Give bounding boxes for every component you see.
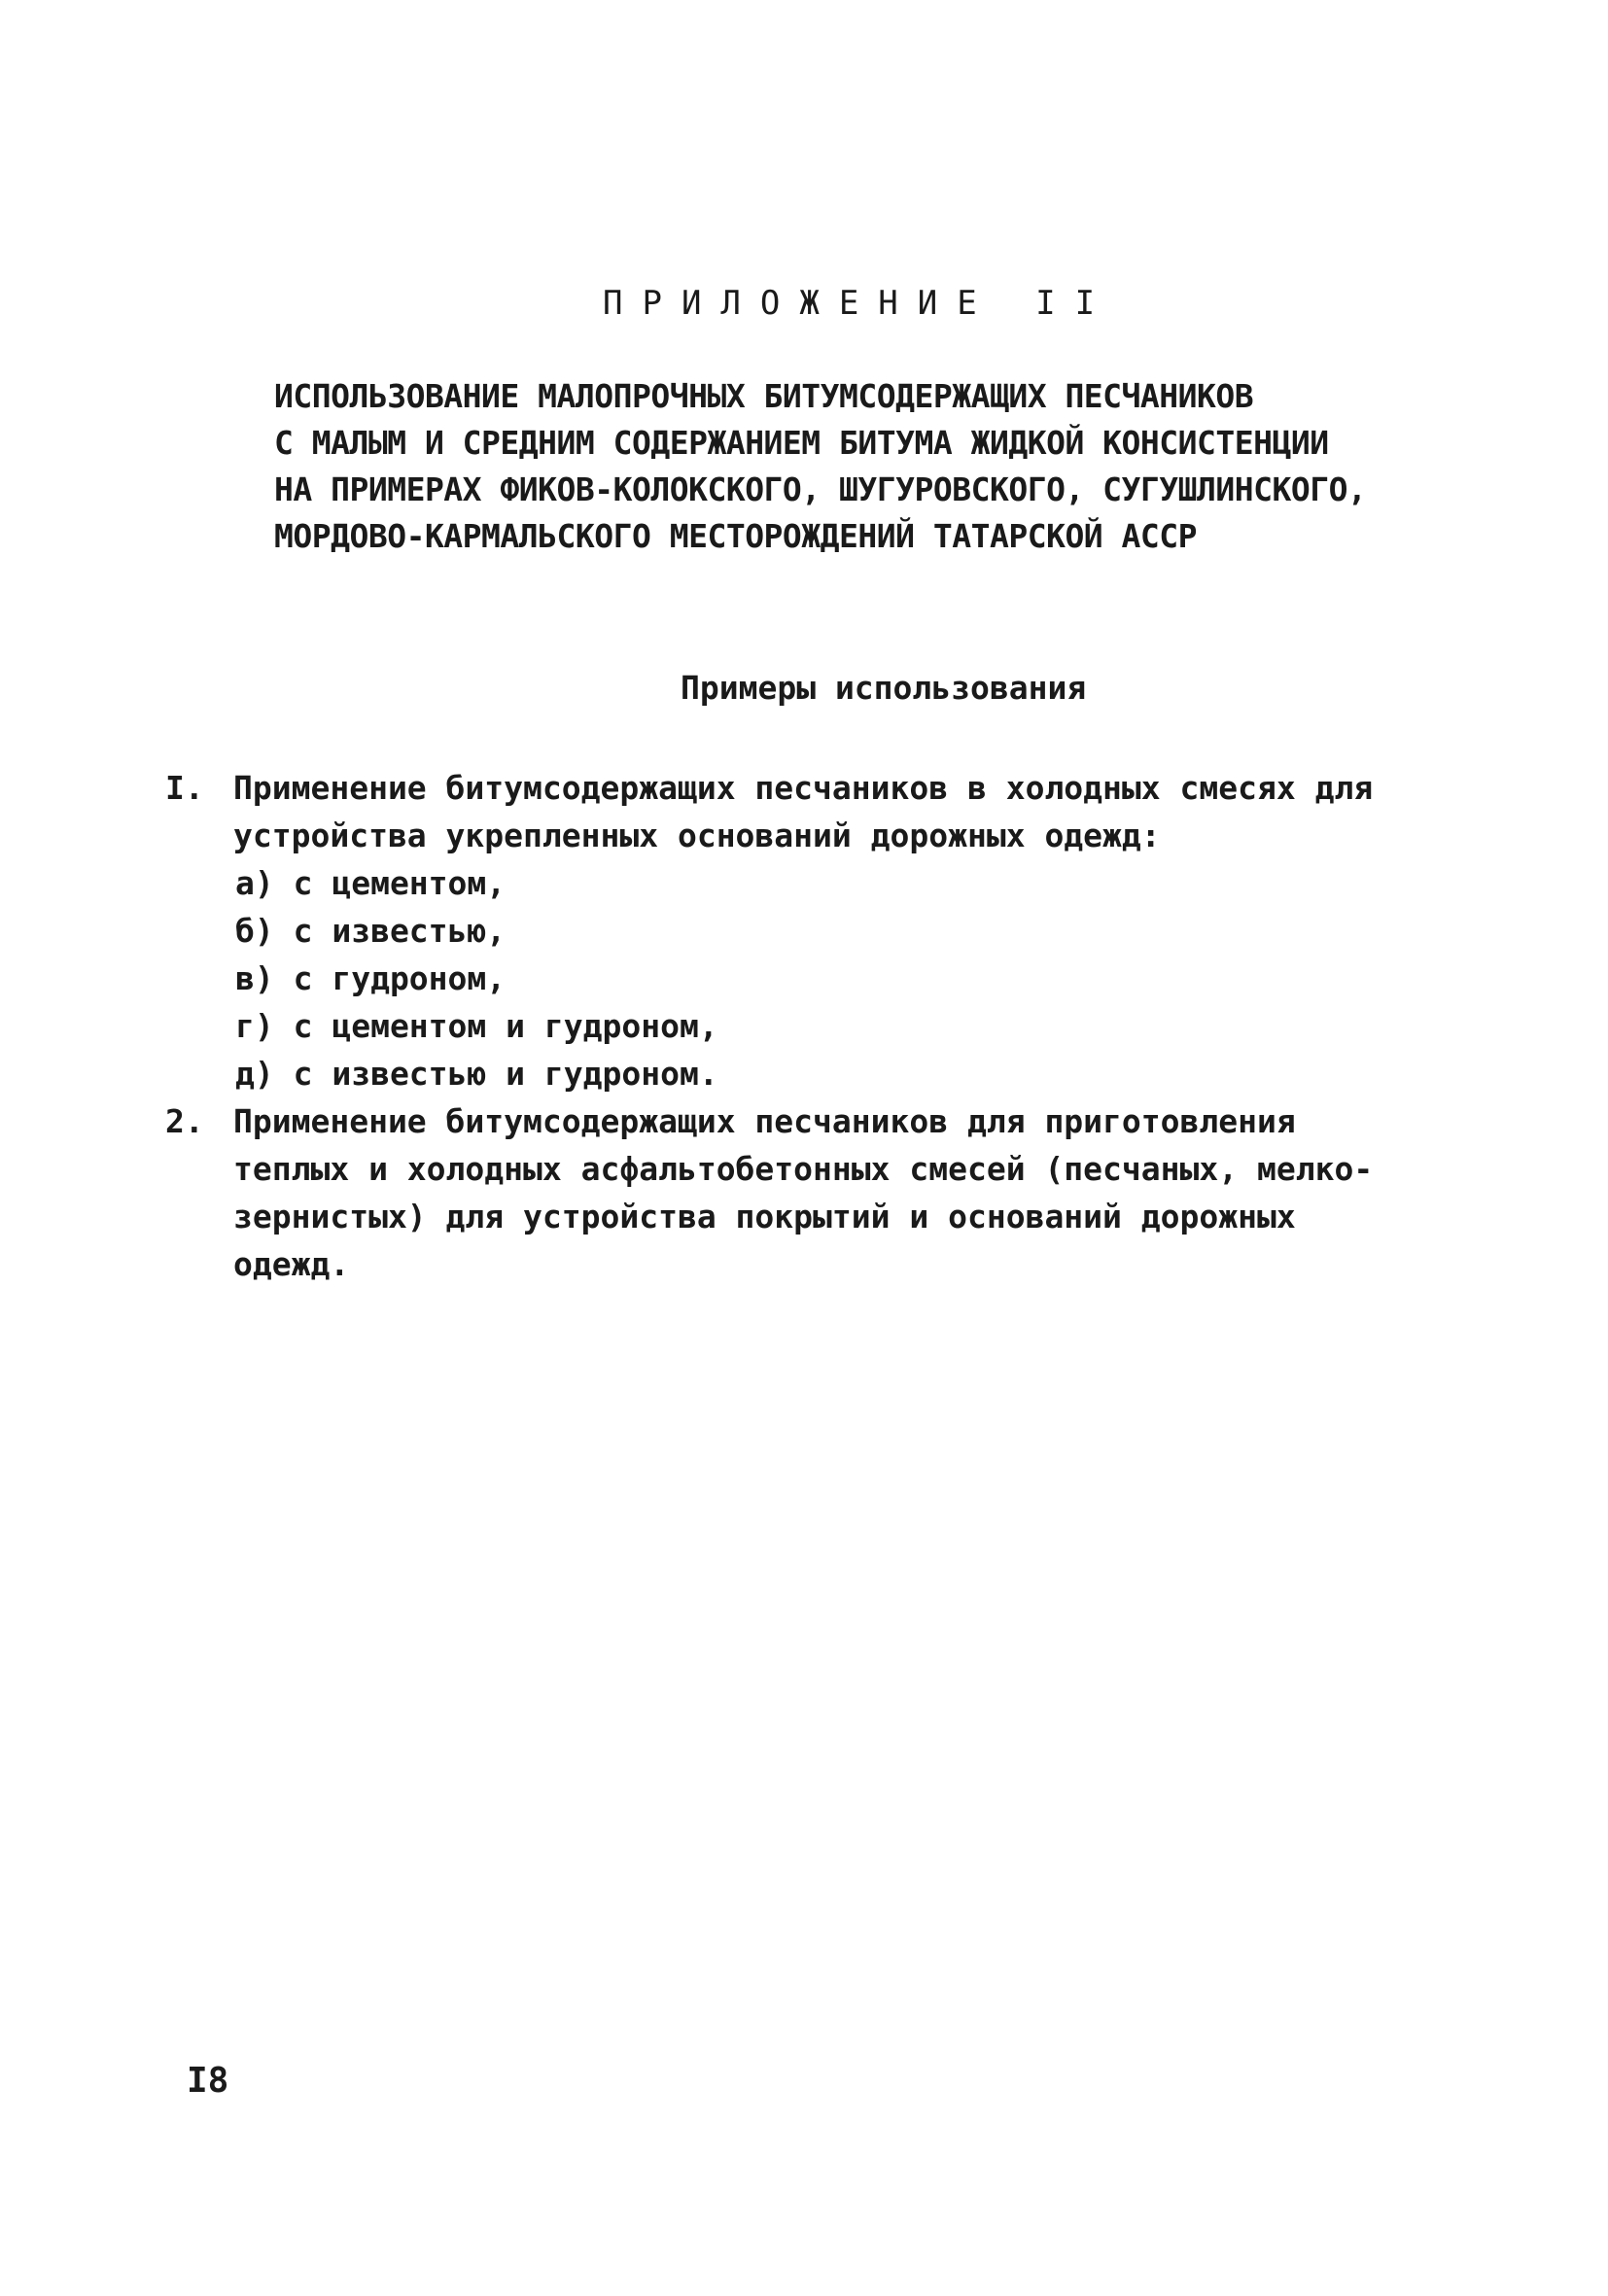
- list-item: [165, 1097, 1478, 1288]
- heading-line: НА ПРИМЕРАХ ФИКОВ-КОЛОКСКОГО, ШУГУРОВСКОГО, СУГУШЛИНСКОГО,: [274, 470, 1367, 508]
- item-number: I.: [165, 769, 204, 807]
- page-number: I8: [187, 2061, 229, 2101]
- subitem: д) с известью и гудроном.: [235, 1055, 718, 1093]
- item-text-line: одежд.: [233, 1245, 350, 1283]
- subitem-list: [233, 859, 1478, 1097]
- subitem: г) с цементом и гудроном,: [235, 1007, 718, 1045]
- subitem: а) с цементом,: [235, 864, 507, 902]
- subitem: в) с гудроном,: [235, 959, 507, 997]
- examples-list: [165, 764, 1478, 1288]
- list-item: [165, 764, 1478, 1097]
- item-number: 2.: [165, 1102, 204, 1140]
- item-text-line: Применение битумсодержащих песчаников в холодных смесях для: [233, 769, 1374, 807]
- item-text-line: зернистых) для устройства покрытий и оснований дорожных: [233, 1198, 1296, 1235]
- item-text-line: Применение битумсодержащих песчаников для приготовления: [233, 1102, 1296, 1140]
- heading-line: ИСПОЛЬЗОВАНИЕ МАЛОПРОЧНЫХ БИТУМСОДЕРЖАЩИХ ПЕСЧАНИКОВ: [274, 377, 1254, 415]
- heading-line: С МАЛЫМ И СРЕДНИМ СОДЕРЖАНИЕМ БИТУМА ЖИДКОЙ КОНСИСТЕНЦИИ: [274, 424, 1329, 462]
- appendix-title: ПРИЛОЖЕНИЕ II: [603, 284, 1115, 323]
- item-text-line: устройства укрепленных оснований дорожных одежд:: [233, 817, 1161, 854]
- heading-line: МОРДОВО-КАРМАЛЬСКОГО МЕСТОРОЖДЕНИЙ ТАТАРСКОЙ АССР: [274, 517, 1198, 555]
- subitem: б) с известью,: [235, 912, 507, 950]
- item-text-line: теплых и холодных асфальтобетонных смесей (песчаных, мелко-: [233, 1150, 1374, 1188]
- section-subtitle: Примеры использования: [681, 669, 1087, 707]
- document-heading: [274, 373, 1366, 560]
